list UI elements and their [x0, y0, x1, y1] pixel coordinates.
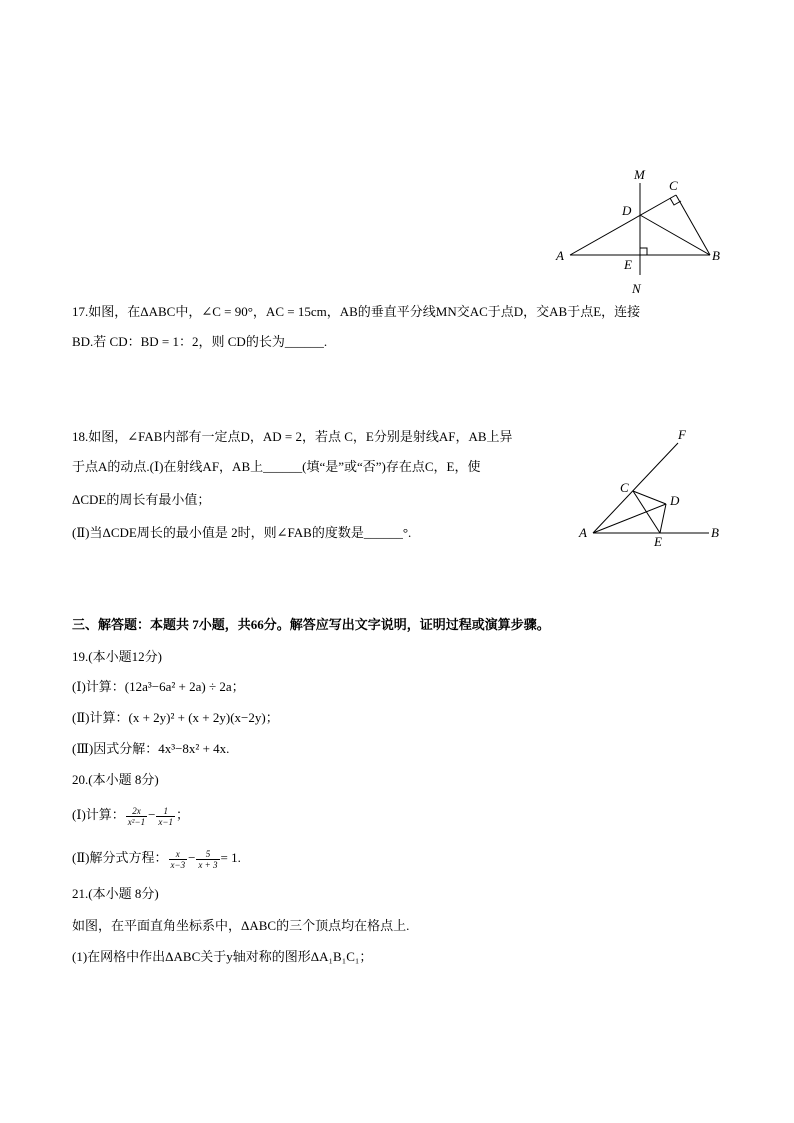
- fraction: [126, 806, 147, 827]
- label-c: C: [669, 178, 678, 193]
- denominator: x−1: [158, 816, 173, 827]
- q18-line2: 于点A的动点.(Ⅰ)在射线AF，AB上______(填“是”或“否”)存在点C，E，使: [72, 459, 481, 474]
- label-e: E: [654, 534, 662, 549]
- fraction: [196, 849, 219, 870]
- q19-head: 19.(本小题12分): [72, 649, 162, 664]
- q19-part2: (Ⅱ)计算：(x + 2y)² + (x + 2y)(x−2y)；: [72, 710, 279, 725]
- numerator: 5: [196, 849, 219, 860]
- label-m: M: [634, 167, 645, 182]
- label-a: A: [579, 525, 587, 540]
- label-d: D: [622, 203, 632, 218]
- q19-part3: (Ⅲ)因式分解：4x³−8x² + 4x.: [72, 741, 230, 756]
- denominator: x + 3: [198, 859, 218, 870]
- end-mark: = 1.: [220, 850, 241, 865]
- segment-cd: [633, 491, 666, 504]
- q19-part1: (Ⅰ)计算：(12a³−6a² + 2a) ÷ 2a；: [72, 679, 245, 694]
- end-mark: ；: [176, 807, 190, 822]
- label-b: B: [711, 525, 719, 540]
- label-f: F: [678, 427, 686, 442]
- segment-ce: [633, 491, 660, 533]
- operator: −: [148, 807, 156, 822]
- q20-part2: [72, 843, 241, 873]
- segment-db: [640, 215, 710, 255]
- denominator: x²−1: [127, 816, 146, 827]
- q18-line3: ΔCDE的周长有最小值；: [72, 492, 211, 507]
- q18-line1: 18.如图，∠FAB内部有一定点D，AD = 2，若点 C，E分别是射线AF，AB上异: [72, 429, 513, 444]
- q20-part2-prefix: (Ⅱ)解分式方程：: [72, 850, 168, 865]
- q20-part1: [72, 800, 189, 830]
- numerator: x: [169, 849, 188, 860]
- label-c: C: [620, 480, 629, 495]
- q18-line4: (Ⅱ)当ΔCDE周长的最小值是 2时，则∠FAB的度数是______°.: [72, 525, 412, 540]
- numerator: 2x: [126, 806, 147, 817]
- right-angle-mark-e: [640, 248, 647, 255]
- segment-ad: [593, 504, 666, 533]
- fraction: [156, 806, 175, 827]
- segment-de: [660, 504, 666, 533]
- fraction: [169, 849, 188, 870]
- operator: −: [188, 850, 196, 865]
- numerator: 1: [156, 806, 175, 817]
- label-e: E: [624, 257, 632, 272]
- segment-cb: [676, 195, 710, 255]
- label-n: N: [632, 281, 641, 296]
- q17-line1: 17.如图，在ΔABC中，∠C = 90°，AC = 15cm，AB的垂直平分线MN交AC于点D，交AB于点E，连接: [72, 304, 641, 319]
- right-angle-mark-c: [670, 198, 681, 205]
- q20-part1-prefix: (Ⅰ)计算：: [72, 807, 125, 822]
- q21-part2: (1)在网格中作出ΔABC关于y轴对称的图形ΔA₁B₁C₁；: [72, 949, 373, 964]
- section-3-heading: 三、解答题：本题共 7小题，共66分。解答应写出文字说明，证明过程或演算步骤。: [72, 617, 550, 632]
- q21-head: 21.(本小题 8分): [72, 886, 159, 901]
- denominator: x−3: [170, 859, 186, 870]
- label-d: D: [670, 493, 680, 508]
- q17-line2: BD.若 CD：BD = 1：2，则 CD的长为______.: [72, 334, 328, 349]
- label-b: B: [712, 248, 720, 263]
- ray-af: [593, 443, 678, 533]
- figure-q18: [574, 425, 726, 550]
- q20-head: 20.(本小题 8分): [72, 772, 159, 787]
- q21-part1: 如图，在平面直角坐标系中，ΔABC的三个顶点均在格点上.: [72, 918, 410, 933]
- figure-q17: [548, 165, 728, 297]
- label-a: A: [556, 248, 564, 263]
